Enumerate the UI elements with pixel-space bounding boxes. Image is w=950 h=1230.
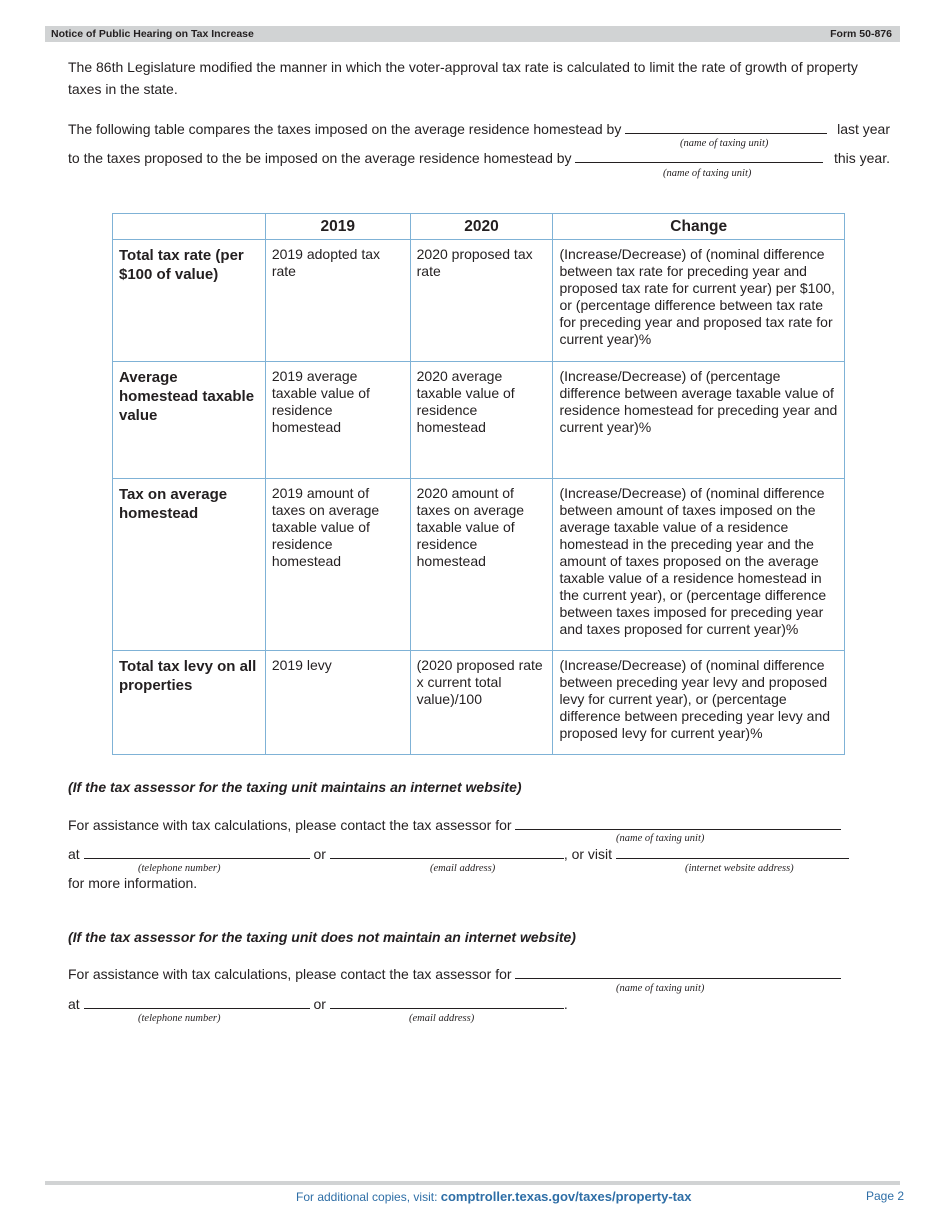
website-more-info: for more information. <box>68 875 198 891</box>
table-header-row <box>113 214 845 240</box>
website-at-text: at <box>68 846 80 862</box>
no-website-caption-phone: (telephone number) <box>138 1013 221 1024</box>
cell-2019: 2019 adopted tax rate <box>265 240 410 362</box>
cell-2020: 2020 average taxable value of residence homestead <box>410 362 553 479</box>
table-header-change: Change <box>553 214 845 240</box>
table-row <box>113 240 845 362</box>
footer-url-link[interactable]: comptroller.texas.gov/taxes/property-tax <box>440 1189 692 1204</box>
caption-taxing-unit-1: (name of taxing unit) <box>680 138 769 149</box>
no-website-caption-name: (name of taxing unit) <box>616 983 705 994</box>
cell-2019: 2019 amount of taxes on average taxable value of residence homestead <box>265 479 410 651</box>
no-website-at-line <box>68 994 890 1014</box>
website-caption-web: (internet website address) <box>685 863 794 874</box>
footer-copies-text: For additional copies, visit: <box>296 1190 438 1204</box>
no-website-contact-line <box>68 964 890 984</box>
compare-line-2-suffix: this year. <box>833 150 890 166</box>
website-phone-field[interactable] <box>84 844 310 859</box>
cell-2020: 2020 proposed tax rate <box>410 240 553 362</box>
compare-line-1-suffix: last year <box>837 121 890 137</box>
footer-copies <box>296 1189 691 1204</box>
cell-2020: 2020 amount of taxes on average taxable value of residence homestead <box>410 479 553 651</box>
no-website-at-text: at <box>68 996 80 1012</box>
footer-bar <box>45 1181 900 1185</box>
no-website-phone-field[interactable] <box>84 994 310 1009</box>
row-label: Average homestead taxable value <box>113 362 266 479</box>
no-website-or-text: or <box>313 996 326 1012</box>
website-caption-phone: (telephone number) <box>138 863 221 874</box>
cell-change: (Increase/Decrease) of (nominal difference between preceding year levy and proposed levy for current year), or (percentage difference between preceding year levy and proposed levy for current year)% <box>553 651 845 755</box>
no-website-taxing-unit-field[interactable] <box>515 964 841 979</box>
row-label: Total tax rate (per $100 of value) <box>113 240 266 362</box>
caption-taxing-unit-2: (name of taxing unit) <box>663 168 752 179</box>
row-label: Total tax levy on all properties <box>113 651 266 755</box>
table-row <box>113 479 845 651</box>
website-visit-text: , or visit <box>563 846 613 862</box>
no-website-caption-email: (email address) <box>409 1013 475 1024</box>
website-caption-email: (email address) <box>430 863 496 874</box>
cell-2019: 2019 average taxable value of residence homestead <box>265 362 410 479</box>
cell-2019: 2019 levy <box>265 651 410 755</box>
website-taxing-unit-field[interactable] <box>515 815 841 830</box>
table-header-empty <box>113 214 266 240</box>
website-contact-line <box>68 815 890 835</box>
no-website-email-field[interactable] <box>330 994 564 1009</box>
website-at-line <box>68 844 890 864</box>
table-header-2020: 2020 <box>410 214 553 240</box>
cell-2020: (2020 proposed rate x current total value)/100 <box>410 651 553 755</box>
page-number: Page 2 <box>866 1189 905 1203</box>
tax-comparison-table <box>112 213 845 755</box>
taxing-unit-field-1[interactable] <box>625 119 827 134</box>
taxing-unit-field-2[interactable] <box>575 148 823 163</box>
website-email-field[interactable] <box>330 844 564 859</box>
website-or-text: or <box>313 846 326 862</box>
compare-line-2 <box>68 148 890 168</box>
header-bar <box>45 26 900 42</box>
table-header-2019: 2019 <box>265 214 410 240</box>
form-title: Notice of Public Hearing on Tax Increase <box>51 28 254 40</box>
form-number: Form 50-876 <box>830 28 892 40</box>
intro-paragraph: The 86th Legislature modified the manner in which the voter-approval tax rate is calculated to limit the rate of growth of property taxes in the state. <box>68 59 858 97</box>
website-url-field[interactable] <box>616 844 849 859</box>
cell-change: (Increase/Decrease) of (nominal difference between amount of taxes imposed on the average taxable value of a residence homestead in the preceding year and the amount of taxes proposed on the average taxable value of a residence homestead in the current year), or (percentage difference between taxes imposed for preceding year and taxes proposed for current year)% <box>553 479 845 651</box>
cell-change: (Increase/Decrease) of (nominal difference between tax rate for preceding year and proposed tax rate for current year) per $100, or (percentage difference between tax rate for preceding year and proposed tax rate for current year)% <box>553 240 845 362</box>
table-row <box>113 362 845 479</box>
compare-line-1-text: The following table compares the taxes imposed on the average residence homestead by <box>68 121 622 137</box>
table-row <box>113 651 845 755</box>
no-website-section-heading: (If the tax assessor for the taxing unit does not maintain an internet website) <box>68 929 576 945</box>
no-website-period: . <box>563 996 568 1012</box>
website-contact-text: For assistance with tax calculations, please contact the tax assessor for <box>68 817 512 833</box>
no-website-contact-text: For assistance with tax calculations, please contact the tax assessor for <box>68 966 512 982</box>
compare-line-1 <box>68 119 890 139</box>
website-caption-name: (name of taxing unit) <box>616 833 705 844</box>
compare-line-2-text: to the taxes proposed to the be imposed on the average residence homestead by <box>68 150 572 166</box>
row-label: Tax on average homestead <box>113 479 266 651</box>
cell-change: (Increase/Decrease) of (percentage difference between average taxable value of residence homestead for preceding year and current year)% <box>553 362 845 479</box>
website-section-heading: (If the tax assessor for the taxing unit maintains an internet website) <box>68 779 522 795</box>
